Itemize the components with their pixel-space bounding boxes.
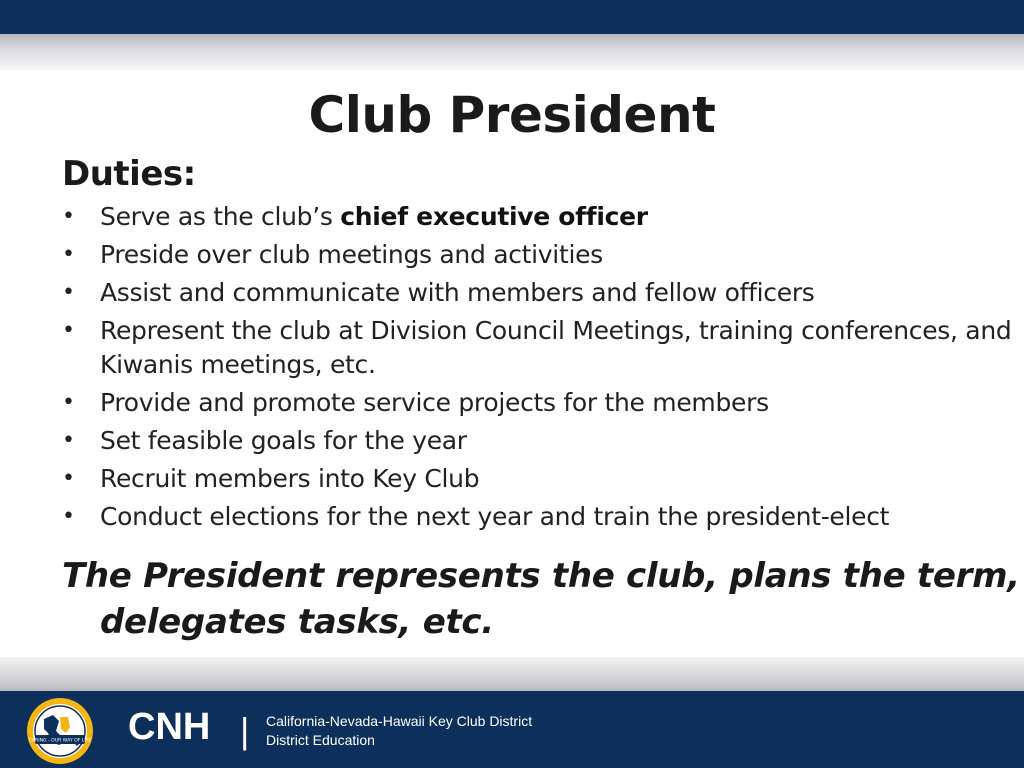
bullet-icon: • bbox=[62, 242, 75, 267]
duty-item bbox=[62, 200, 1012, 234]
bullet-icon: • bbox=[62, 466, 75, 491]
bullet-icon: • bbox=[62, 204, 75, 229]
bullet-icon: • bbox=[62, 428, 75, 453]
duty-item bbox=[62, 500, 1012, 534]
duty-text: Conduct elections for the next year and train the president-elect bbox=[100, 502, 890, 531]
duties-heading: Duties: bbox=[62, 154, 196, 194]
key-club-seal-icon bbox=[26, 697, 94, 765]
footer-org-line: California-Nevada-Hawaii Key Club District bbox=[266, 713, 533, 729]
duty-text: Set feasible goals for the year bbox=[100, 426, 467, 455]
duty-item bbox=[62, 314, 1012, 382]
seal-inner-field bbox=[33, 704, 87, 758]
bullet-icon: • bbox=[62, 504, 75, 529]
duty-text: Provide and promote service projects for the members bbox=[100, 388, 769, 417]
duty-text: Preside over club meetings and activities bbox=[100, 240, 603, 269]
duty-text: Assist and communicate with members and fellow officers bbox=[100, 278, 815, 307]
footer-dept-line: District Education bbox=[266, 732, 375, 748]
duty-item bbox=[62, 386, 1012, 420]
duty-item bbox=[62, 238, 1012, 272]
duty-text: Represent the club at Division Council Meetings, training conferences, and Kiwanis meetings, etc. bbox=[100, 316, 1012, 379]
bullet-icon: • bbox=[62, 390, 75, 415]
duties-list bbox=[62, 200, 1012, 538]
footer-divider: | bbox=[240, 710, 250, 751]
duty-emphasis: chief executive officer bbox=[340, 202, 648, 231]
duty-text: Recruit members into Key Club bbox=[100, 464, 480, 493]
bottom-gray-band bbox=[0, 657, 1024, 691]
footer-brand: CNH bbox=[128, 706, 211, 748]
duty-item bbox=[62, 276, 1012, 310]
summary-statement: The President represents the club, plans the term, delegates tasks, etc. bbox=[62, 556, 1020, 642]
slide-title: Club President bbox=[308, 86, 716, 144]
duty-item bbox=[62, 462, 1012, 496]
footer-org-info bbox=[266, 712, 532, 750]
bullet-icon: • bbox=[62, 318, 75, 343]
bullet-icon: • bbox=[62, 280, 75, 305]
seal-banner-text: CARING - OUR WAY OF LIFE bbox=[28, 738, 92, 744]
duty-text: Serve as the club’s bbox=[100, 202, 341, 231]
top-navy-bar bbox=[0, 0, 1024, 34]
duty-item bbox=[62, 424, 1012, 458]
top-gray-band bbox=[0, 34, 1024, 70]
